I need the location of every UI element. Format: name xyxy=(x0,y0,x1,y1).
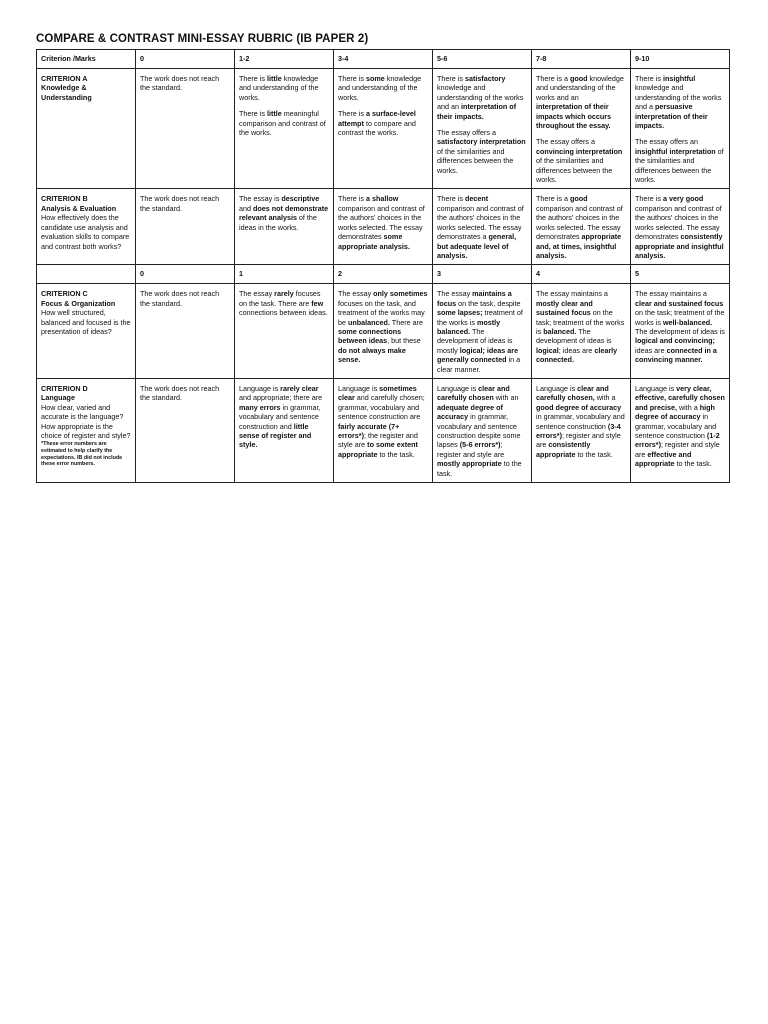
descriptor-cell: Language is clear and carefully chosen, with a good degree of accuracy in grammar, vocabulary and sentence construction (3-4 errors*); register and style are consistently appropriate to the task. xyxy=(532,378,631,482)
header-cell xyxy=(37,265,136,284)
criterion-subtitle: Analysis & Evaluation xyxy=(41,203,117,213)
header-cell: 9-10 xyxy=(631,50,730,69)
header-cell: 1-2 xyxy=(235,50,334,69)
header-cell: 5-6 xyxy=(433,50,532,69)
criterion-subtitle: Language xyxy=(41,393,75,403)
rubric-table xyxy=(36,49,730,483)
descriptor-cell: There is decent comparison and contrast of the authors' choices in the works selected. The essay demonstrates a general, but adequate level of analysis. xyxy=(433,189,532,265)
descriptor-cell: Language is very clear, effective, carefully chosen and precise, with a high degree of accuracy in grammar, vocabulary and sentence construction (1-2 errors*); register and style are effective and appropriate to the task. xyxy=(631,378,730,482)
header-cell: 4 xyxy=(532,265,631,284)
descriptor-cell: The essay maintains a focus on the task, despite some lapses; treatment of the works is mostly balanced. The development of ideas is mostly logical; ideas are generally connected in a clear manner. xyxy=(433,284,532,379)
descriptor-cell: The essay maintains a clear and sustained focus on the task; treatment of the works is well-balanced. The development of ideas is logical and convincing; ideas are connected in a convincing manner. xyxy=(631,284,730,379)
descriptor-cell: There is a shallow comparison and contrast of the authors' choices in the works selected. The essay demonstrates some appropriate analysis. xyxy=(334,189,433,265)
criterion-question: How effectively does the candidate use analysis and evaluation skills to compare and contrast both works? xyxy=(41,213,130,251)
header-cell: 3 xyxy=(433,265,532,284)
criterion-note: *These error numbers are estimated to help clarify the expectations. IB did not include these error numbers. xyxy=(41,441,123,468)
criterion-name: CRITERION B xyxy=(41,194,88,204)
descriptor-cell: Language is sometimes clear and carefully chosen; grammar, vocabulary and sentence construction are fairly accurate (7+ errors*); the register and style are to some extent appropriate to the task. xyxy=(334,378,433,482)
header-row-marks xyxy=(37,50,730,69)
criterion-label-cell xyxy=(37,378,136,482)
criterion-subtitle: Focus & Organization xyxy=(41,298,116,308)
criterion-label-cell xyxy=(37,189,136,265)
header-cell: 2 xyxy=(334,265,433,284)
criterion-row-d xyxy=(37,378,730,482)
criterion-name: CRITERION A xyxy=(41,74,88,83)
criterion-label-cell xyxy=(37,69,136,189)
criterion-label-cell xyxy=(37,284,136,379)
descriptor-cell: The essay is descriptive and does not demonstrate relevant analysis of the ideas in the works. xyxy=(235,189,334,265)
descriptor-cell: There is a good knowledge and understanding of the works and an interpretation of their impacts which occurs throughout the essay. The essay offers a convincing interpretation of the similarities and differences between the works. xyxy=(532,69,631,189)
criterion-name: CRITERION D xyxy=(41,383,88,393)
descriptor-cell: There is satisfactory knowledge and understanding of the works and an interpretation of their impacts. The essay offers a satisfactory interpretation of the similarities and differences between the works. xyxy=(433,69,532,189)
descriptor-cell: There is little knowledge and understanding of the works. There is little meaningful comparison and contrast of the works. xyxy=(235,69,334,189)
criterion-row-c xyxy=(37,284,730,379)
descriptor-cell: The essay rarely focuses on the task. There are few connections between ideas. xyxy=(235,284,334,379)
descriptor-cell: There is some knowledge and understanding of the works. There is a surface-level attempt to compare and contrast the works. xyxy=(334,69,433,189)
header-row-points xyxy=(37,265,730,284)
descriptor-cell: The work does not reach the standard. xyxy=(136,69,235,189)
descriptor-cell: The work does not reach the standard. xyxy=(136,189,235,265)
header-cell: Criterion /Marks xyxy=(37,50,136,69)
descriptor-cell: The work does not reach the standard. xyxy=(136,378,235,482)
descriptor-cell: Language is rarely clear and appropriate; there are many errors in grammar, vocabulary and sentence construction and little sense of register and style. xyxy=(235,378,334,482)
criterion-row-a xyxy=(37,69,730,189)
criterion-name: CRITERION C xyxy=(41,289,88,299)
header-cell: 3-4 xyxy=(334,50,433,69)
header-cell: 0 xyxy=(136,265,235,284)
header-cell: 0 xyxy=(136,50,235,69)
page-title: COMPARE & CONTRAST MINI-ESSAY RUBRIC (IB PAPER 2) xyxy=(36,33,369,45)
criterion-question: How clear, varied and accurate is the language? How appropriate is the choice of register and style? xyxy=(41,402,131,440)
descriptor-cell: The work does not reach the standard. xyxy=(136,284,235,379)
descriptor-cell: There is a very good comparison and contrast of the authors' choices in the works selected. The essay demonstrates consistently appropriate and insightful analysis. xyxy=(631,189,730,265)
header-cell: 1 xyxy=(235,265,334,284)
criterion-question: How well structured, balanced and focused is the presentation of ideas? xyxy=(41,308,131,336)
descriptor-cell: The essay maintains a mostly clear and sustained focus on the task; treatment of the works is balanced. The development of ideas is logical; ideas are clearly connected. xyxy=(532,284,631,379)
criterion-row-b xyxy=(37,189,730,265)
descriptor-cell: Language is clear and carefully chosen with an adequate degree of accuracy in grammar, vocabulary and sentence construction despite some lapses (5-6 errors*); register and style are mostly appropriate to the task. xyxy=(433,378,532,482)
descriptor-cell: The essay only sometimes focuses on the task, and treatment of the works may be unbalanced. There are some connections between ideas, but these do not always make sense. xyxy=(334,284,433,379)
descriptor-cell: There is insightful knowledge and understanding of the works and a persuasive interpretation of their impacts. The essay offers an insightful interpretation of the similarities and differences between the works. xyxy=(631,69,730,189)
header-cell: 5 xyxy=(631,265,730,284)
header-cell: 7-8 xyxy=(532,50,631,69)
descriptor-cell: There is a good comparison and contrast of the authors' choices in the works selected. The essay demonstrates appropriate and, at times, insightful analysis. xyxy=(532,189,631,265)
criterion-subtitle: Knowledge & Understanding xyxy=(41,83,92,102)
